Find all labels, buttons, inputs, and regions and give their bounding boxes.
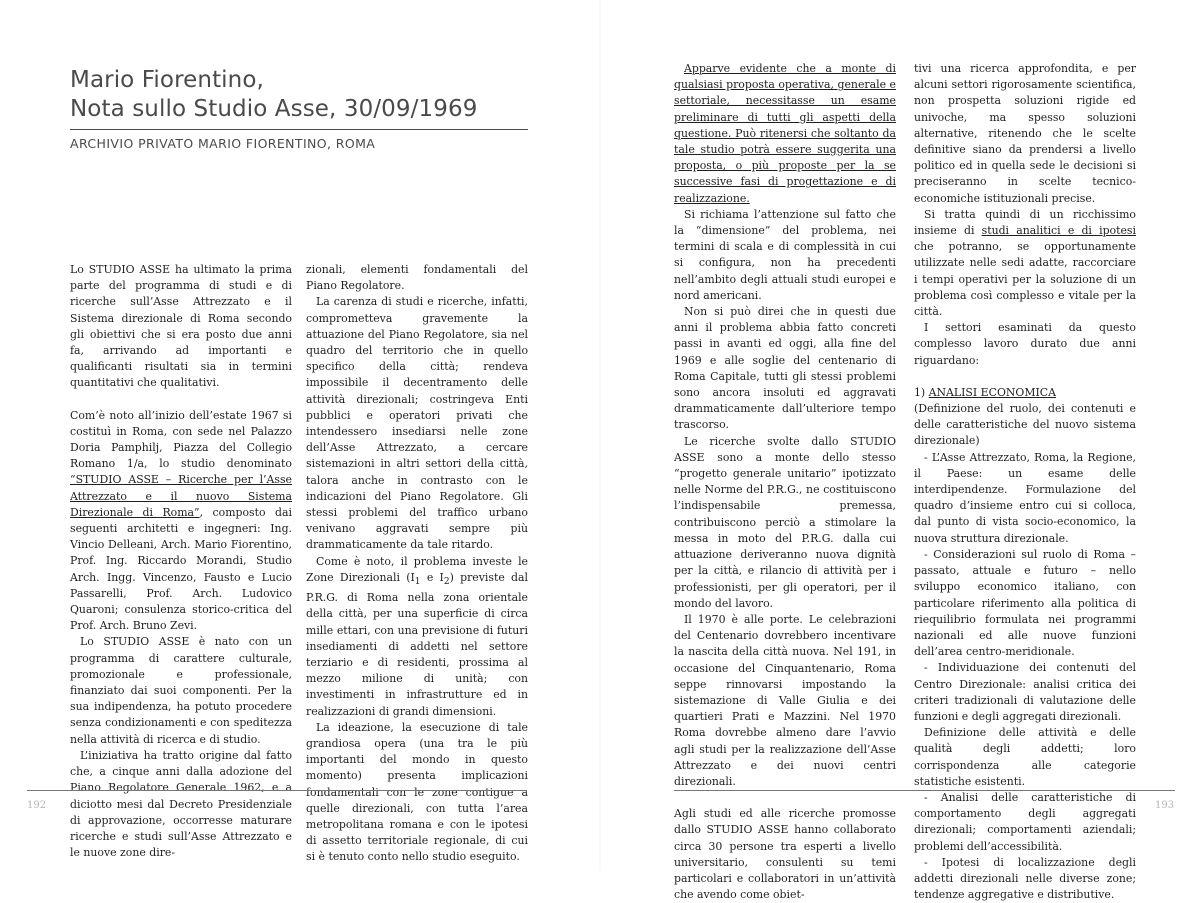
list-item: - L’Asse Attrezzato, Roma, la Regione, il Paese: un esame delle interdipendenze. Formulazione del quadro d’insieme entro cui si colloca, dal punto di vista socio-economico, la nuova struttura direzionale. [914,450,1136,545]
paragraph: Lo STUDIO ASSE è nato con un programma di carattere culturale, promozionale e professionale, finanziato dai suoi componenti. Per la sua indipendenza, ha potuto procedere senza condizionamenti e con speditezza nella attività di ricerca e di studio. [70,635,292,746]
paragraph: (Definizione del ruolo, dei contenuti e delle caratteristiche del nuovo sistema direzionale) [914,402,1136,448]
left-column-1 [70,262,292,861]
title-rule [70,129,528,130]
paragraph: Agli studi ed alle ricerche promosse dallo STUDIO ASSE hanno collaborato circa 30 persone tra esperti a livello universitario, consulenti su temi particolari e collaboratori in un’attività che avendo come obiet- [674,807,896,902]
section-number: 1) [914,385,929,399]
paragraph: I settori esaminati da questo complesso lavoro durato due anni riguardano: [914,321,1136,367]
paragraph: Le ricerche svolte dallo STUDIO ASSE sono a monte dello stesso “progetto generale unitario” ipotizzato nelle Norme del P.R.G., ne costituiscono l’indispensabile premessa, contribuiscono perciò a stimolare la messa in moto del P.R.G. dalla cui attuazione deriveranno nuova dignità per la città, e rilancio di attività per i professionisti, per gli operatori, per il mondo del lavoro. [674,434,896,610]
paragraph-text: , composto dai seguenti architetti e ingegneri: Ing. Vincio Delleani, Arch. Mario Fiorentino, Prof. Ing. Riccardo Morandi, Studio Arch. Ingg. Vincenzo, Fausto e Lucio Passarelli, Prof. Arch. Ludovico Quaroni; consulenza storico-critica del Prof. Arch. Bruno Zevi. [70,505,292,633]
list-item: - Analisi delle caratteristiche di comportamento degli aggregati direzionali; comportamenti aziendali; problemi dell’accessibilità. [914,790,1136,853]
right-column-2 [914,61,1136,903]
paragraph [674,61,896,207]
paragraph: La carenza di studi e ricerche, infatti, comprometteva gravemente la attuazione del Piano Regolatore, sia nel quadro del territorio che in quello specifico della città; rendeva impossibile il decentramento delle attività direzionali; costringeva Enti pubblici e operatori privati che intendessero insediarsi nelle zone dell’Asse Attrezzato, a cercare sistemazioni in altri settori della città, talora anche in contrasto con le indicazioni del Piano Regolatore. Gli stessi problemi del traffico urbano venivano aggravati sempre più drammaticamente da tale ritardo. [306,295,528,552]
right-page [600,0,1200,902]
subscript: 2 [443,577,450,588]
page-title-line2: Nota sullo Studio Asse, 30/09/1969 [70,96,478,122]
paragraph: Definizione delle attività e delle qualità degli addetti; loro corrispondenza alle categorie statistiche esistenti. [914,726,1136,788]
paragraph-text: ) previste dal P.R.G. di Roma nella zona orientale della città, per una superficie di circa mille ettari, con una previsione di futuri insediamenti di addetti nel settore terziario e di residenti, prossima al mezzo milione di unità; con investimenti in infrastrutture ed in realizzazioni di grandi dimensioni. [306,570,528,718]
title-block [70,66,528,151]
left-column-2 [306,262,528,866]
list-item: - Ipotesi di localizzazione degli addetti direzionali nelle diverse zone; tendenze aggregative e distributive. [914,855,1136,902]
paragraph-text: Si tratta quindi di un ricchissimo insieme di [914,207,1136,238]
page-title-line1: Mario Fiorentino, [70,67,264,93]
list-item: - Considerazioni sul ruolo di Roma – passato, attuale e futuro – nello sviluppo economico italiano, con particolare riferimento alla politica di riequilibrio formulata nei programmi nazionali ed alle nuove funzioni dell’area centro-meridionale. [914,547,1136,659]
left-page [0,0,600,870]
page-number: 193 [1155,800,1175,811]
paragraph-text: che potranno, se opportunamente utilizzate nelle sedi adatte, raccorciare i tempi operativi per la soluzione di un problema così complesso e vitale per la città. [914,240,1136,319]
section-title: ANALISI ECONOMICA [928,385,1056,399]
paragraph: Lo STUDIO ASSE ha ultimato la prima parte del programma di studi e di ricerche sull’Asse Attrezzato e il Sistema direzionale di Roma secondo gli obiettivi che si era posto due anni fa, arrivando ad importanti e qualificanti risultati sia in termini quantitativi che qualitativi. [70,263,292,390]
footer-rule [27,790,527,791]
paragraph: zionali, elementi fondamentali del Piano Regolatore. [306,263,528,293]
paragraph-text: Come è noto, il problema investe le Zone Direzionali (I [306,554,528,584]
section-heading [914,385,1136,401]
subscript: 1 [414,577,421,588]
paragraph: L’iniziativa ha tratto origine dal fatto che, a cinque anni dalla adozione del Piano Regolatore Generale 1962, e a diciotto mesi dal Decreto Presidenziale di approvazione, occorresse maturare ricerche e studi sull’Asse Attrezzato e le nuove zone dire- [70,748,292,860]
paragraph [306,554,528,720]
paragraph-text: e I [420,570,444,584]
paragraph: Non si può direi che in questi due anni il problema abbia fatto concreti passi in avanti ed oggi, alla fine del 1969 e alle soglie del centenario di Roma Capitale, tutti gli stessi problemi sono ancora insoluti ed aggravati drammaticamente dall’ulteriore tempo trascorso. [674,305,896,432]
paragraph: Si richiama l’attenzione sul fatto che la “dimensione” del problema, nei termini di scala e di complessità in cui si configura, non ha precedenti nell’ambito degli attuali studi europei e nord americani. [674,207,896,302]
paragraph [914,207,1136,320]
page-number: 192 [27,800,47,811]
underlined-paragraph: Apparve evidente che a monte di qualsiasi proposta operativa, generale e settoriale, necessitasse un esame preliminare di tutti gli aspetti della questione. Può ritenersi che soltanto da tale studio potrà essere suggerita una proposta, o più proposte per la se successive fasi di progettazione e di realizzazione. [674,62,896,205]
paragraph: La ideazione, la esecuzione di tale grandiosa opera (una tra le più importanti del mondo in questo momento) presenta implicazioni fondamentali con le zone contigue a quelle direzionali, con tutta l’area metropolitana romana e con le ipotesi di assetto territoriale regionale, di cui si è tenuto conto nello studio eseguito. [306,720,528,864]
archive-label: ARCHIVIO PRIVATO MARIO FIORENTINO, ROMA [70,136,376,151]
paragraph [70,408,292,635]
right-column-1 [674,61,896,903]
paragraph-text: Com’è noto all’inizio dell’estate 1967 si costituì in Roma, con sede nel Palazzo Doria Pamphilj, Piazza del Collegio Romano 1/a, lo studio denominato [70,408,292,471]
underlined-study-name: “STUDIO ASSE – Ricerche per l’Asse Attrezzato e il nuovo Sistema Direzionale di Roma” [70,473,292,519]
list-item: - Individuazione dei contenuti del Centro Direzionale: analisi critica dei criteri tradizionali di valutazione delle funzioni e degli aggregati direzionali. [914,661,1136,723]
paragraph: tivi una ricerca approfondita, e per alcuni settori rigorosamente scientifica, non prospetta soluzioni rigide ed univoche, ma spesso soluzioni alternative, ritenendo che le scelte definitive siano da prendersi a livello politico ed in quella sede le decisioni si preciseranno in scelte tecnico-economiche istituzionali precise. [914,62,1136,205]
paragraph: Il 1970 è alle porte. Le celebrazioni del Centenario dovrebbero incentivare la nascita della città nuova. Nel 191, in occasione del Cinquantenario, Roma seppe rinnovarsi impostando la sistemazione di Valle Giulia e dei quartieri Prati e Mazzini. Nel 1970 Roma dovrebbe almeno dare l’avvio agli studi per la realizzazione dell’Asse Attrezzato e dei nuovi centri direzionali. [674,612,896,788]
footer-rule [674,790,1175,791]
underlined-phrase: studi analitici e di ipotesi [981,224,1136,238]
